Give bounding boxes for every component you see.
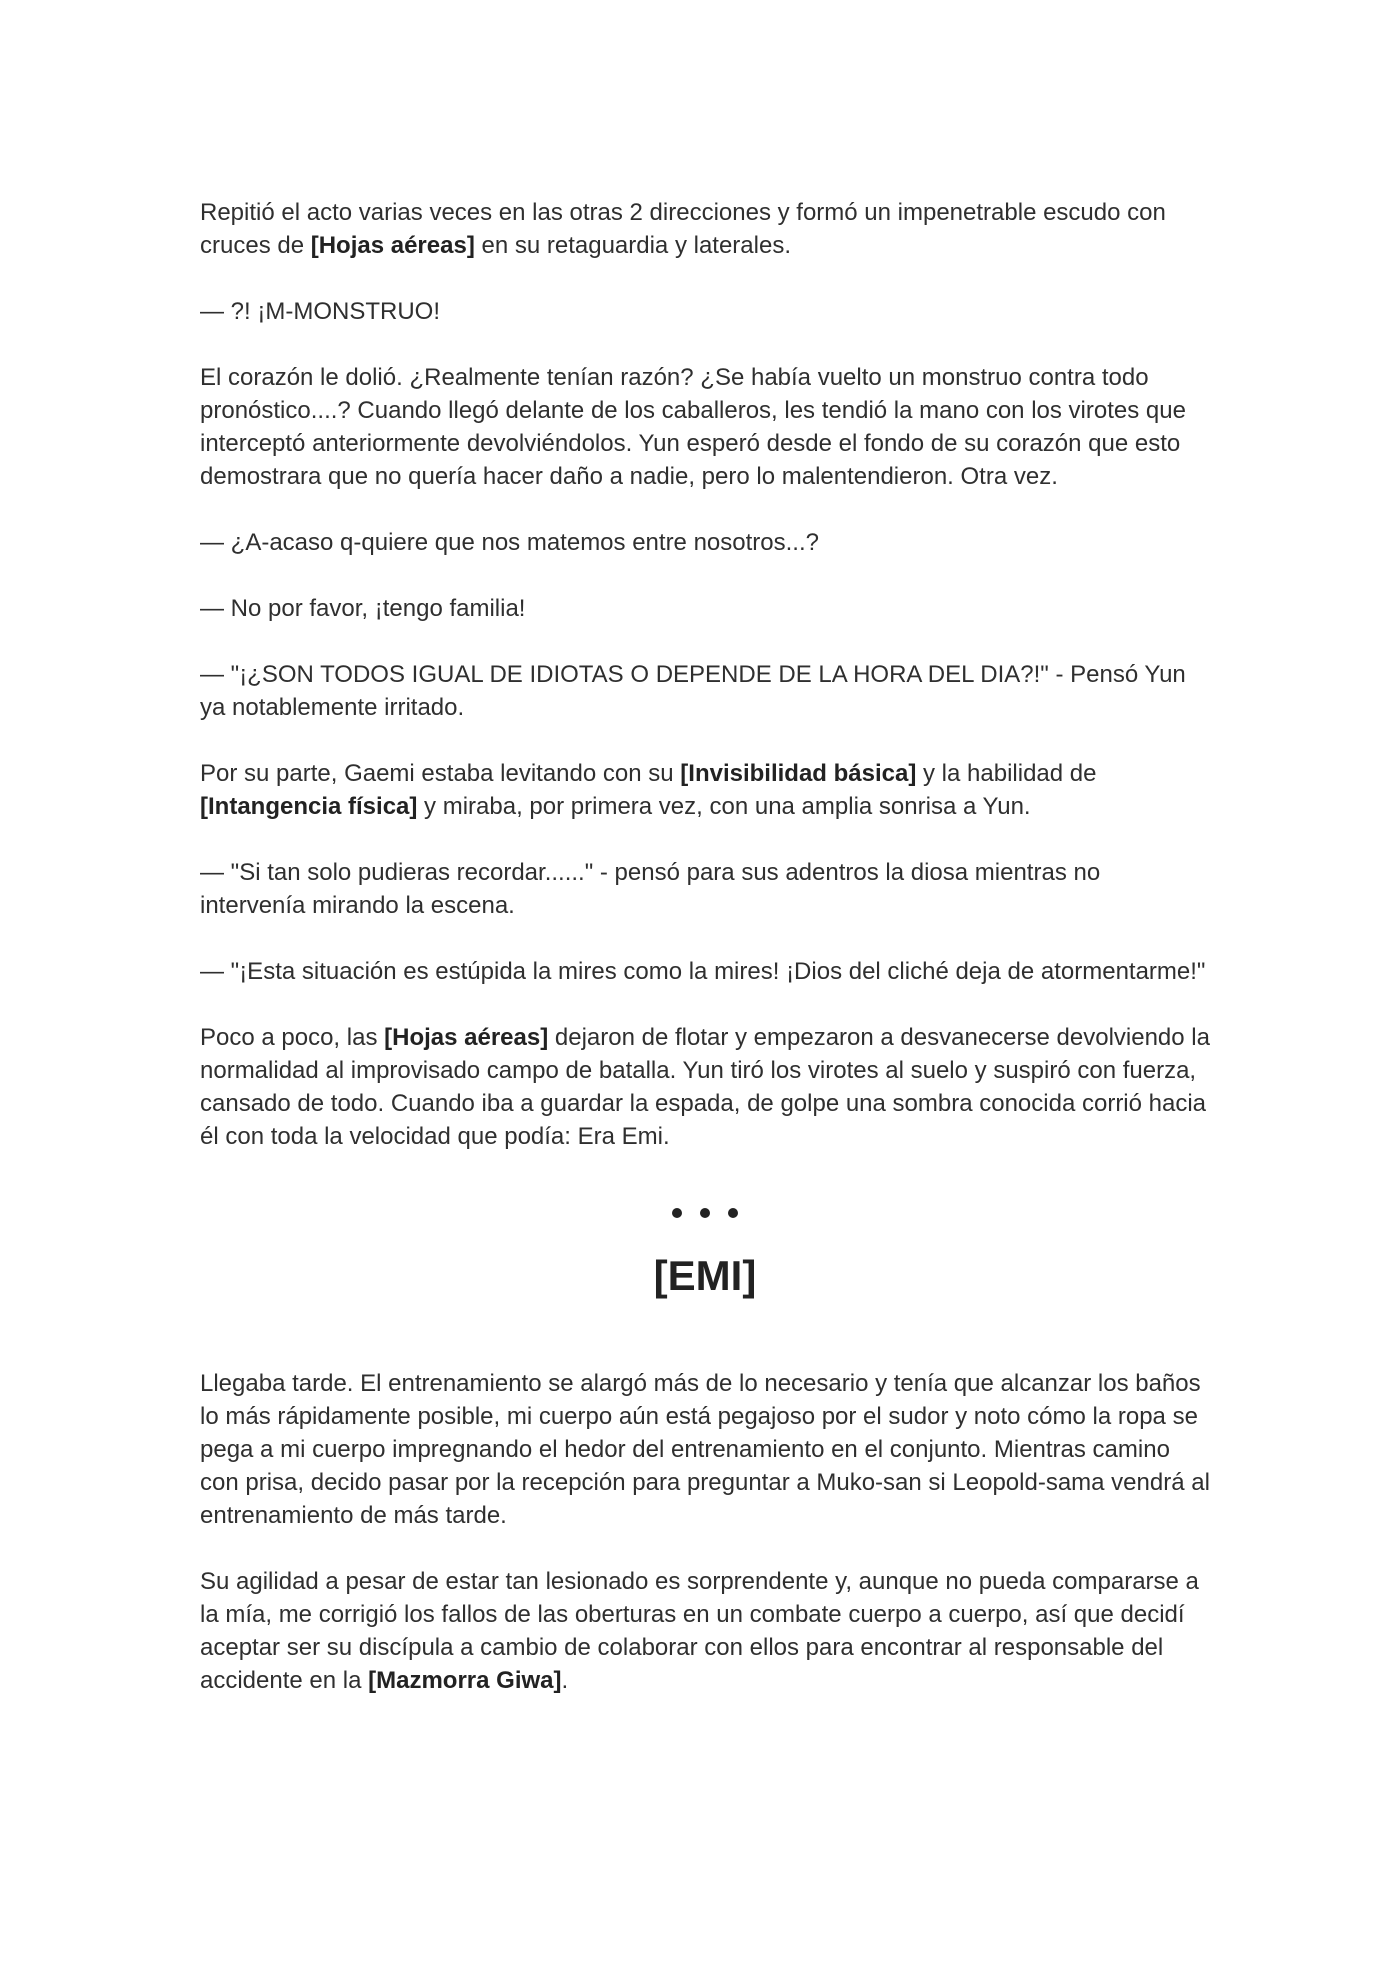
text-run: El corazón le dolió. ¿Realmente tenían razón? ¿Se había vuelto un monstruo contra todo pronóstico....? Cuando llegó delante de los caballeros, les tendió la mano con los virotes que interceptó anteriormente devolviéndolos. Yun esperó desde el fondo de su corazón que esto demostrara que no quería hacer daño a nadie, pero lo malentendieron. Otra vez. [200, 364, 1186, 490]
bold-term: [Hojas aéreas] [384, 1024, 549, 1051]
bold-term: [Hojas aéreas] [310, 232, 475, 259]
text-run: Llegaba tarde. El entrenamiento se alargó más de lo necesario y tenía que alcanzar los baños lo más rápidamente posible, mi cuerpo aún está pegajoso por el sudor y noto cómo la ropa se pega a mi cuerpo impregnando el hedor del entrenamiento en el conjunto. Mientras camino con prisa, decido pasar por la recepción para preguntar a Muko-san si Leopold-sama vendrá al entrenamiento de más tarde. [200, 1370, 1210, 1529]
paragraph [200, 1565, 1210, 1697]
section-break-dot [672, 1208, 682, 1218]
text-run: y miraba, por primera vez, con una amplia sonrisa a Yun. [417, 793, 1031, 820]
text-run: — ?! ¡M-MONSTRUO! [200, 298, 440, 325]
paragraph [200, 295, 1210, 328]
paragraph [200, 757, 1210, 823]
chapter-title: [EMI] [653, 1252, 757, 1299]
section-break [200, 1195, 1210, 1225]
bold-term: [Invisibilidad básica] [680, 760, 917, 787]
text-run: Repitió el acto varias veces en las otras 2 direcciones y formó un impenetrable escudo con cruces de [200, 199, 1166, 259]
paragraph [200, 1021, 1210, 1153]
text-run: — "¡Esta situación es estúpida la mires como la mires! ¡Dios del cliché deja de atormentarme!" [200, 958, 1206, 985]
text-run: . [561, 1667, 569, 1694]
paragraph [200, 955, 1210, 988]
bold-term: [Intangencia física] [200, 793, 418, 820]
text-run: — "Si tan solo pudieras recordar......" - pensó para sus adentros la diosa mientras no intervenía mirando la escena. [200, 859, 1101, 919]
paragraph [200, 658, 1210, 724]
paragraph [200, 361, 1210, 493]
text-run: y la habilidad de [916, 760, 1097, 787]
text-after-break [200, 1367, 1210, 1697]
paragraph [200, 526, 1210, 559]
text-run: — ¿A-acaso q-quiere que nos matemos entre nosotros...? [200, 529, 819, 556]
text-run: dejaron de flotar y empezaron a desvanecerse devolviendo la normalidad al improvisado campo de batalla. Yun tiró los virotes al suelo y suspiró con fuerza, cansado de todo. Cuando iba a guardar la espada, de golpe una sombra conocida corrió hacia él con toda la velocidad que podía: Era Emi. [200, 1024, 1210, 1150]
text-run: — No por favor, ¡tengo familia! [200, 595, 526, 622]
section-break-dot [728, 1208, 738, 1218]
text-run: en su retaguardia y laterales. [474, 232, 791, 259]
text-run: — "¡¿SON TODOS IGUAL DE IDIOTAS O DEPENDE DE LA HORA DEL DIA?!" - Pensó Yun ya notablemente irritado. [200, 661, 1186, 721]
paragraph [200, 856, 1210, 922]
paragraph [200, 1367, 1210, 1532]
paragraph [200, 196, 1210, 262]
section-break-dot [700, 1208, 710, 1218]
bold-term: [Mazmorra Giwa] [368, 1667, 562, 1694]
document-page [200, 196, 1210, 1730]
text-run: Poco a poco, las [200, 1024, 385, 1051]
text-run: Por su parte, Gaemi estaba levitando con su [200, 760, 681, 787]
text-before-break [200, 196, 1210, 1153]
text-run: Su agilidad a pesar de estar tan lesionado es sorprendente y, aunque no pueda compararse a la mía, me corrigió los fallos de las oberturas en un combate cuerpo a cuerpo, así que decidí aceptar ser su discípula a cambio de colaborar con ellos para encontrar al responsable del accidente en la [200, 1568, 1199, 1694]
paragraph [200, 592, 1210, 625]
